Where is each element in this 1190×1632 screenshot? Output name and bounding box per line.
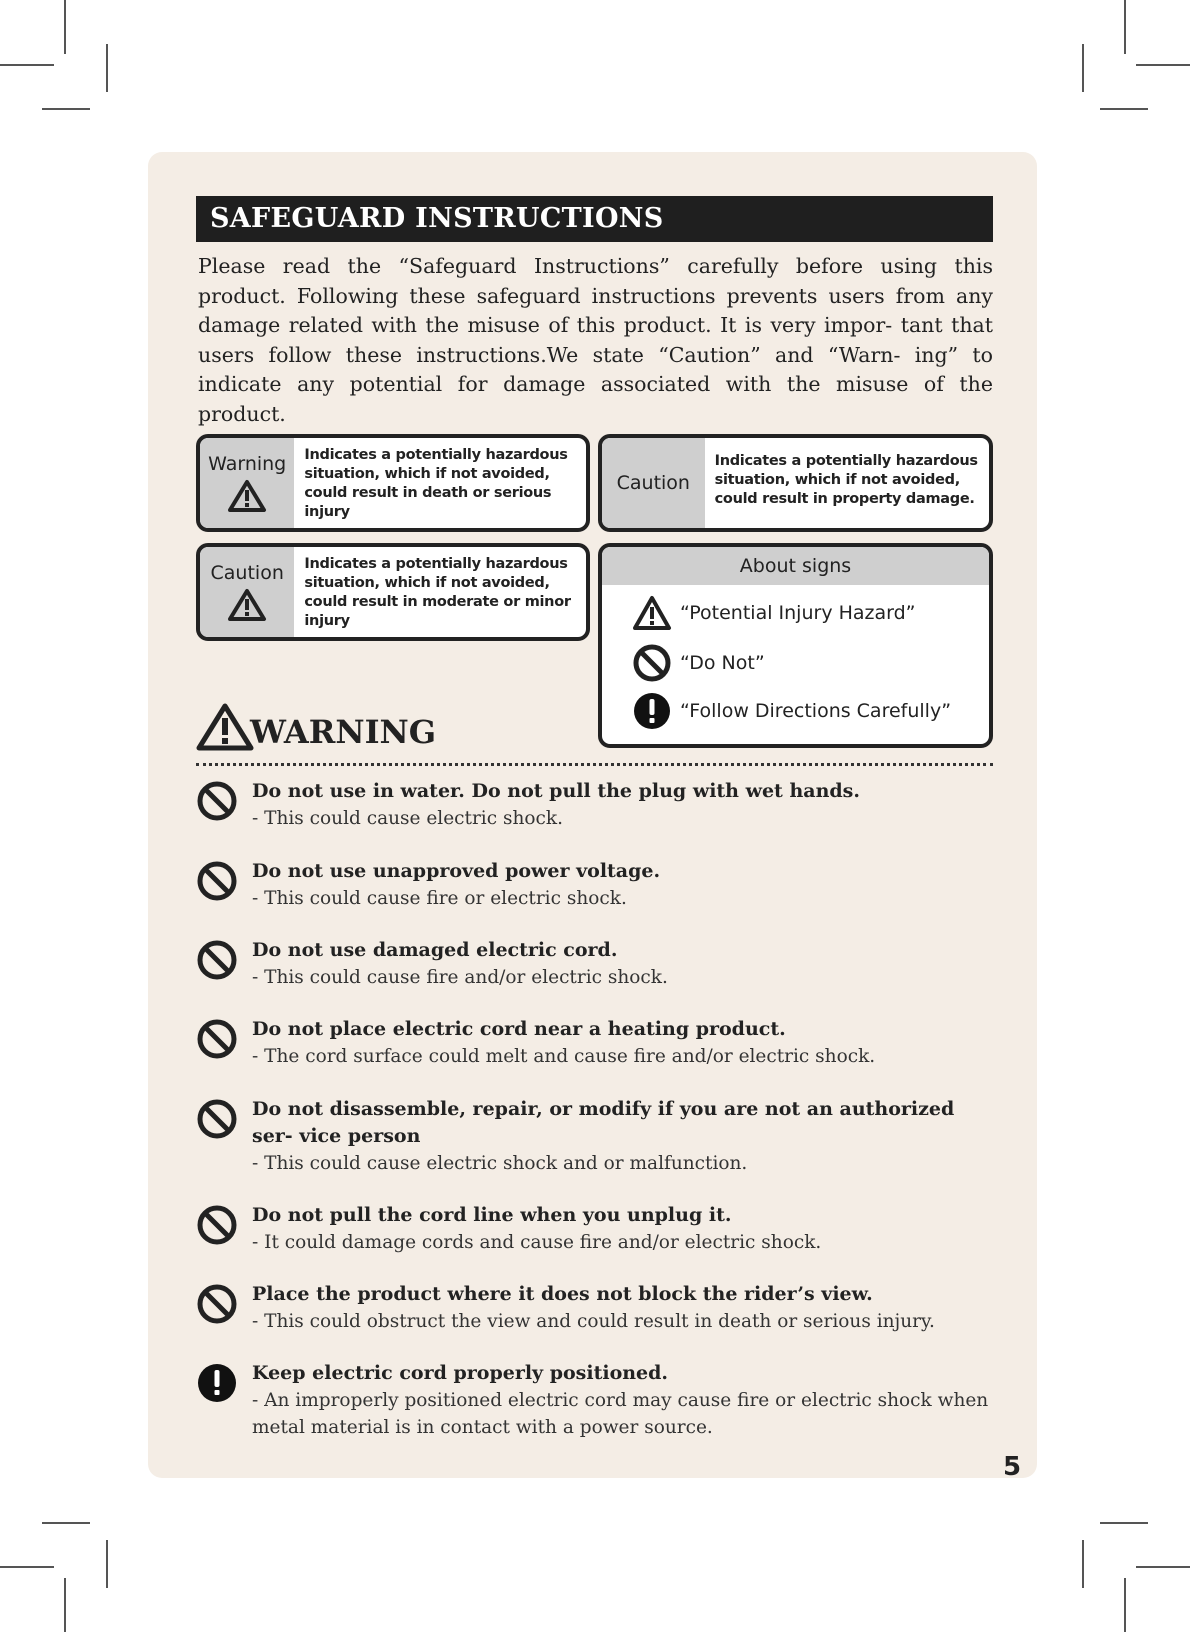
legend-caution-injury-text: Indicates a potentially hazardous situation, which if not avoided, could result in moderate or minor injury <box>304 556 571 629</box>
crop-mark <box>1100 1522 1148 1524</box>
about-sign-row <box>632 595 916 631</box>
warning-item-text <box>252 778 994 832</box>
about-sign-row <box>632 643 765 683</box>
warning-item-text <box>252 1202 994 1256</box>
legend-caution-property <box>598 434 993 532</box>
warning-item-text <box>252 937 994 991</box>
warning-triangle-icon <box>227 479 267 513</box>
page-number: 5 <box>1003 1452 1022 1482</box>
legend-warning-text: Indicates a potentially hazardous situation, which if not avoided, could result in death or serious injury <box>304 447 568 520</box>
warning-triangle-icon <box>196 702 254 752</box>
crop-mark <box>1082 44 1084 92</box>
prohibited-icon <box>196 1204 238 1246</box>
warning-item-sub: - The cord surface could melt and cause fire and/or electric shock. <box>252 1046 876 1067</box>
page-title: SAFEGUARD INSTRUCTIONS <box>196 196 993 242</box>
warning-item-sub: - It could damage cords and cause fire and/or electric shock. <box>252 1232 822 1253</box>
divider <box>196 763 993 766</box>
exclamation-circle-icon <box>632 691 672 731</box>
warning-item-sub: - This could cause fire or electric shock. <box>252 888 627 909</box>
legend-caution-injury-label: Caution <box>210 562 284 584</box>
crop-mark <box>106 1540 108 1588</box>
warning-item-text <box>252 1281 994 1335</box>
warning-triangle-icon <box>227 588 267 622</box>
prohibited-icon <box>196 1098 238 1140</box>
legend-caution-property-text: Indicates a potentially hazardous situation, which if not avoided, could result in property damage. <box>714 453 978 507</box>
crop-mark <box>1124 1578 1126 1632</box>
crop-mark <box>64 0 66 54</box>
crop-mark <box>64 1578 66 1632</box>
legend-warning-label-cell <box>200 438 294 528</box>
legend-warning-label: Warning <box>208 453 287 475</box>
legend-caution-property-label: Caution <box>616 472 690 494</box>
warning-item-title: Do not use damaged electric cord. <box>252 939 618 961</box>
warning-item-title: Do not pull the cord line when you unplug it. <box>252 1204 732 1226</box>
warning-item-sub: - This could obstruct the view and could result in death or serious injury. <box>252 1311 935 1332</box>
crop-mark <box>0 1566 54 1568</box>
warning-item-sub: - This could cause electric shock. <box>252 808 563 829</box>
about-sign-text: “Follow Directions Carefully” <box>680 700 952 722</box>
legend-warning <box>196 434 590 532</box>
warning-heading <box>196 702 436 752</box>
prohibited-icon <box>196 939 238 981</box>
about-sign-text: “Potential Injury Hazard” <box>680 602 916 624</box>
crop-mark <box>106 44 108 92</box>
crop-mark <box>1100 108 1148 110</box>
crop-mark <box>0 64 54 66</box>
legend-caution-injury <box>196 543 590 641</box>
crop-mark <box>1124 0 1126 54</box>
warning-item-text <box>252 858 994 912</box>
warning-item-title: Place the product where it does not block the rider’s view. <box>252 1283 873 1305</box>
warning-heading-text: WARNING <box>250 713 437 751</box>
crop-mark <box>1136 64 1190 66</box>
about-sign-row <box>632 691 951 731</box>
about-signs-title: About signs <box>602 547 989 585</box>
warning-item-title: Do not use in water. Do not pull the plug with wet hands. <box>252 780 860 802</box>
prohibited-icon <box>196 860 238 902</box>
prohibited-icon <box>196 1283 238 1325</box>
warning-item-text <box>252 1360 994 1441</box>
warning-item-text <box>252 1016 994 1070</box>
exclamation-circle-icon <box>196 1362 238 1404</box>
crop-mark <box>42 108 90 110</box>
warning-item-title: Do not use unapproved power voltage. <box>252 860 661 882</box>
crop-mark <box>1082 1540 1084 1588</box>
legend-caution-property-label-cell <box>602 438 705 528</box>
warning-item-title: Do not place electric cord near a heating product. <box>252 1018 786 1040</box>
warning-triangle-icon <box>632 595 672 631</box>
warning-item-title: Keep electric cord properly positioned. <box>252 1362 669 1384</box>
warning-item-text <box>252 1096 994 1177</box>
warning-item-sub: - This could cause electric shock and or malfunction. <box>252 1153 748 1174</box>
crop-mark <box>42 1522 90 1524</box>
warning-item-title: Do not disassemble, repair, or modify if you are not an authorized ser- vice person <box>252 1098 955 1147</box>
prohibited-icon <box>196 780 238 822</box>
legend-caution-injury-label-cell <box>200 547 294 637</box>
intro-paragraph: Please read the “Safeguard Instructions” carefully before using this product. Following these safeguard instructions prevents users from any damage related with the misuse of this product. It is very impor- tant that users follow these instructions.We state “Caution” and “Warn- ing” to indicate any potential for damage associated with the misuse of the product. <box>198 254 993 426</box>
crop-mark <box>1136 1566 1190 1568</box>
warning-item-sub: - This could cause fire and/or electric shock. <box>252 967 668 988</box>
warning-item-sub: - An improperly positioned electric cord may cause fire or electric shock when metal material is in contact with a power source. <box>252 1390 989 1438</box>
about-sign-text: “Do Not” <box>680 652 765 674</box>
about-signs-box <box>598 543 993 748</box>
prohibited-icon <box>632 643 672 683</box>
prohibited-icon <box>196 1018 238 1060</box>
